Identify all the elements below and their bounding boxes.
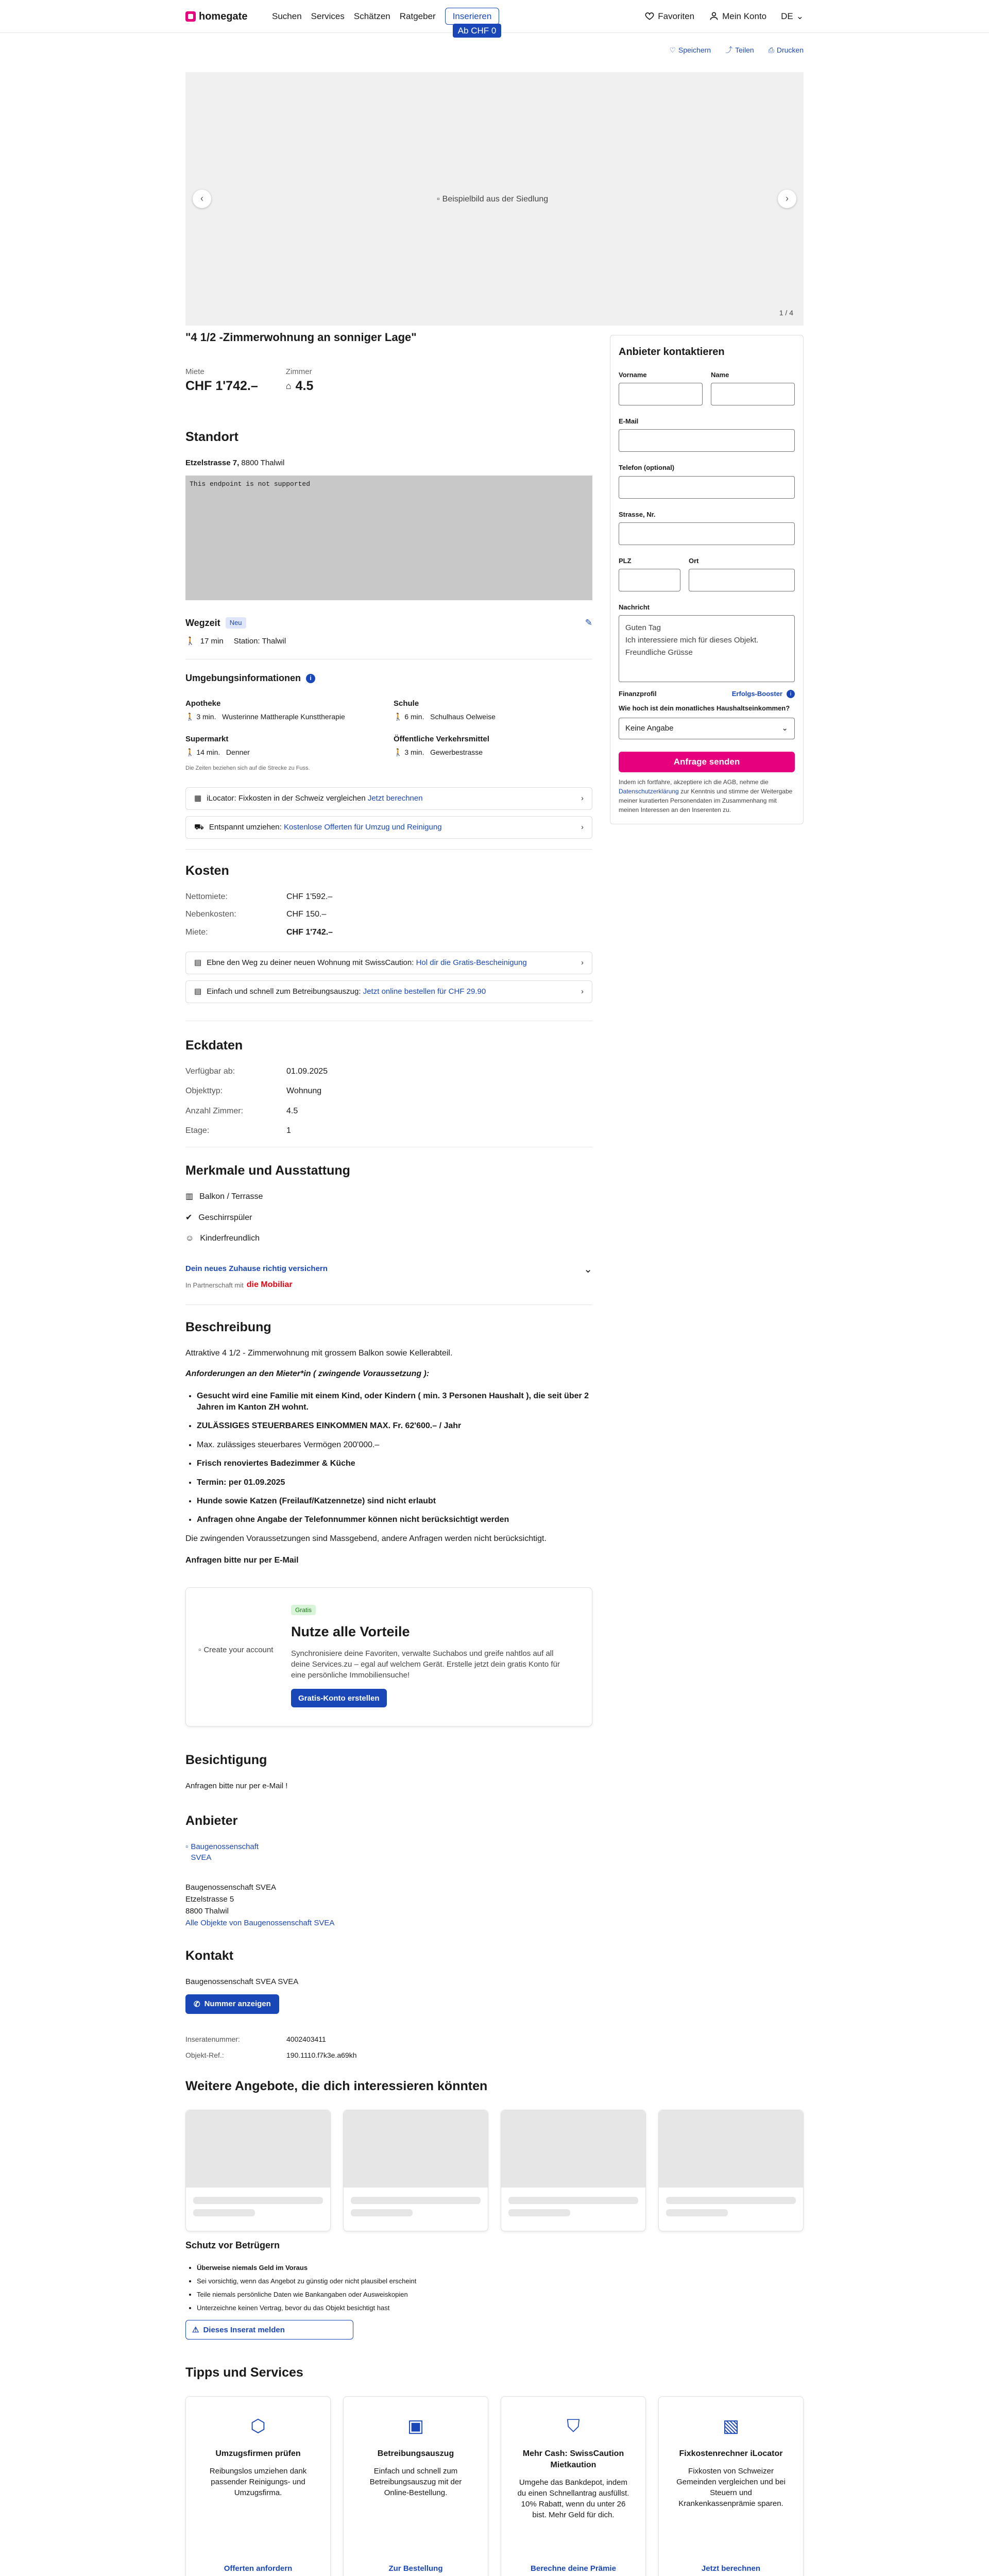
cost-value: CHF 1'742.– [286, 927, 333, 937]
fraud-item: • Sei vorsichtig, wenn das Angebot zu günstig oder nicht plausibel erscheint [197, 2275, 592, 2288]
insert-button[interactable] [445, 8, 500, 36]
promo-link[interactable]: Hol dir die Gratis-Bescheinigung [416, 958, 527, 968]
contact-heading: Kontakt [185, 1948, 234, 1963]
income-question: Wie hoch ist dein monatliches Haushaltseinkommen? [619, 704, 790, 713]
fraud-list [197, 2261, 592, 2315]
description-bullet: • ZULÄSSIGES STEUERBARES EINKOMMEN MAX. Fr. 62'600.– / Jahr [197, 1420, 592, 1432]
provider-logo[interactable] [185, 1841, 259, 1873]
email-field[interactable] [619, 429, 795, 452]
map-error-text: This endpoint is not supported [190, 480, 311, 488]
balcony-icon: ▥ [185, 1192, 194, 1201]
description-bullet: • Frisch renoviertes Badezimmer & Küche [197, 1458, 592, 1469]
print-label: Drucken [776, 46, 804, 54]
tip-text: Reibungslos umziehen dank passender Reinigungs- und Umzugsfirma. [209, 2466, 307, 2497]
insert-label: Inserieren [452, 11, 492, 21]
promo-link[interactable]: Jetzt online bestellen für CHF 29.90 [363, 987, 486, 996]
surrounding-time: 3 min. [404, 748, 424, 756]
tip-text: Einfach und schnell zum Betreibungsauszug mit der Online-Bestellung. [369, 2466, 462, 2497]
image-gallery[interactable] [185, 72, 804, 326]
tip-text: Umgehe das Bankdepot, indem du einen Schnellantrag ausfüllst. 10% Rabatt, wenn du unter 26 bist. Mehr Geld für dich. [517, 2478, 629, 2520]
surrounding-time: 3 min. [196, 713, 216, 721]
commute-destination: Station: Thalwil [233, 636, 286, 646]
detail-value: 01.09.2025 [286, 1066, 328, 1076]
description-intro: Attraktive 4 1/2 - Zimmerwohnung mit grossem Balkon sowie Kellerabteil. [185, 1348, 453, 1358]
first-name-label: Vorname [619, 371, 647, 379]
account-promo-image-alt: Create your account [203, 1645, 274, 1654]
promo-text: Ebne den Weg zu deiner neuen Wohnung mit SwissCaution: [207, 958, 414, 968]
cost-value: CHF 150.– [286, 910, 327, 919]
object-ref-value: 190.1110.f7k3e.a69kh [286, 2051, 357, 2060]
provider-heading: Anbieter [185, 1813, 238, 1828]
share-button[interactable] [725, 45, 754, 56]
promo-moving[interactable] [185, 816, 592, 839]
offer-card-skeleton [658, 2110, 804, 2231]
details-heading: Eckdaten [185, 1038, 243, 1053]
description-bullet: • Gesucht wird eine Familie mit einem Kind, oder Kindern ( min. 3 Personen Haushalt ), die seit über 2 Jahren im Kanton ZH wohnt. [197, 1391, 592, 1414]
legal-text: Indem ich fortfahre, akzeptiere ich die AGB, nehme die [619, 778, 769, 786]
report-listing-button[interactable] [185, 2320, 353, 2340]
cost-row [185, 891, 592, 903]
promo-debt-extract[interactable] [185, 980, 592, 1003]
account-promo-image [198, 1603, 281, 1710]
truck-icon: ⛟ [194, 823, 204, 832]
surroundings-grid [185, 698, 592, 757]
main-column [185, 330, 592, 2067]
more-offers-list [185, 2110, 804, 2231]
gallery-next-button[interactable] [778, 190, 796, 208]
tip-card[interactable] [658, 2396, 804, 2576]
insurance-partner-label: In Partnerschaft mit [185, 1281, 244, 1289]
insurance-link[interactable]: Dein neues Zuhause richtig versichern [185, 1264, 328, 1273]
detail-value: Wohnung [286, 1087, 322, 1096]
cost-row [185, 927, 592, 938]
gallery-prev-button[interactable] [193, 190, 211, 208]
account-promo-card [185, 1587, 592, 1726]
logo[interactable] [185, 9, 263, 24]
provider-address [185, 1882, 592, 1929]
tip-card[interactable] [343, 2396, 488, 2576]
features-heading: Merkmale und Ausstattung [185, 1163, 350, 1178]
description-email-note: Anfragen bitte nur per E-Mail [185, 1556, 299, 1565]
show-number-button[interactable] [185, 1994, 279, 2014]
legal-text: zur Kenntnis und stimme der Weitergabe meiner kuratierten Personendaten im Zusammenhang mit meinen Interessen an den Inserenten zu. [619, 787, 793, 814]
save-label: Speichern [678, 46, 711, 54]
warning-icon: ⚠ [192, 2325, 199, 2334]
cost-label: Nettomiete: [185, 892, 228, 901]
rooms-value: 4.5 [295, 378, 314, 393]
edit-icon[interactable]: ✎ [585, 618, 592, 628]
homegate-logo-icon [185, 11, 196, 22]
provider-name: Baugenossenschaft SVEA [185, 1883, 276, 1892]
account-link[interactable] [709, 10, 766, 23]
heart-icon [644, 11, 655, 21]
detail-label: Anzahl Zimmer: [185, 1106, 244, 1115]
last-name-field[interactable] [711, 383, 795, 405]
insert-badge: Ab CHF 0 [453, 24, 502, 38]
phone-field[interactable] [619, 476, 795, 499]
language-switch[interactable] [781, 10, 804, 23]
contact-form [610, 335, 804, 824]
main-nav [272, 8, 499, 36]
logo-text: homegate [199, 10, 248, 22]
chevron-right-icon: › [786, 193, 789, 204]
mobiliar-logo: die Mobiliar [246, 1280, 293, 1290]
description-requirements: Anforderungen an den Mieter*in ( zwingende Voraussetzung ): [185, 1369, 430, 1379]
description-bullet: • Anfragen ohne Angabe der Telefonnummer können nicht berücksichtigt werden [197, 1514, 592, 1526]
child-friendly-icon: ☺ [185, 1234, 194, 1243]
offer-card-skeleton [501, 2110, 646, 2231]
listing-actions [669, 45, 804, 56]
chevron-down-icon: ⌄ [781, 724, 788, 733]
new-badge: Neu [226, 617, 246, 629]
message-label: Nachricht [619, 603, 650, 611]
zip-label: PLZ [619, 556, 632, 565]
description-heading: Beschreibung [185, 1319, 271, 1334]
surrounding-time: 6 min. [404, 713, 424, 721]
street-label: Strasse, Nr. [619, 510, 656, 518]
promo-swisscaution[interactable] [185, 952, 592, 974]
heart-icon: ♡ [669, 46, 676, 54]
city-label: Ort [689, 556, 699, 565]
surrounding-category: Öffentliche Verkehrsmittel [394, 734, 489, 743]
map[interactable] [185, 476, 592, 600]
promo-text: Einfach und schnell zum Betreibungsauszug: [207, 987, 361, 996]
promo-ilocator[interactable] [185, 787, 592, 810]
commute-heading: Wegzeit [185, 617, 220, 628]
description-bullet: • Hunde sowie Katzen (Freilauf/Katzennetze) sind nicht erlaubt [197, 1496, 592, 1507]
chevron-left-icon: ‹ [200, 193, 203, 204]
report-listing-label: Dieses Inserat melden [203, 2325, 285, 2334]
show-number-label: Nummer anzeigen [204, 1999, 271, 2009]
shield-icon: ⛉ [567, 2416, 580, 2436]
gratis-badge: Gratis [291, 1605, 316, 1615]
account-promo-title: Nutze alle Vorteile [291, 1624, 410, 1640]
tip-title: Betreibungsauszug [377, 2449, 454, 2458]
description-bullet: • Max. zulässiges steuerbares Vermögen 200'000.– [197, 1439, 592, 1451]
dishwasher-icon: ✔ [185, 1213, 193, 1222]
detail-label: Etage: [185, 1126, 210, 1136]
tip-text: Fixkosten von Schweizer Gemeinden vergleichen und bei Steuern und Krankenkassenprämie sparen. [676, 2466, 786, 2508]
favorites-label: Favoriten [658, 11, 695, 21]
fraud-item: • Unterzeichne keinen Vertrag, bevor du das Objekt besichtigt hast [197, 2301, 592, 2315]
create-account-button[interactable]: Gratis-Konto erstellen [291, 1689, 387, 1707]
income-select-value: Keine Angabe [625, 724, 674, 733]
chevron-down-icon: ⌄ [796, 11, 804, 21]
description-bullets [197, 1391, 592, 1526]
tips-heading: Tipps und Services [185, 2365, 303, 2380]
detail-row [185, 1066, 592, 1077]
object-ref-row [185, 2050, 592, 2061]
address-city: 8800 Thalwil [239, 458, 285, 467]
detail-row [185, 1106, 592, 1117]
email-label: E-Mail [619, 417, 639, 426]
certificate-icon: ▣ [407, 2416, 424, 2436]
promo-text: Entspannt umziehen: [209, 823, 282, 832]
message-field[interactable]: Guten Tag Ich interessiere mich für dieses Objekt. Freundliche Grüsse [619, 615, 795, 682]
surrounding-name: Wusterinne Mattheraple Kunsttherapie [222, 713, 345, 721]
cost-value: CHF 1'592.– [286, 892, 333, 901]
surrounding-name: Schulhaus Oelweise [430, 713, 496, 721]
surrounding-item [394, 734, 589, 758]
cost-label: Miete: [185, 927, 208, 937]
tip-title: Fixkostenrechner iLocator [679, 2449, 783, 2458]
listing-title: "4 1/2 -Zimmerwohnung an sonniger Lage" [185, 331, 417, 344]
rent-value: CHF 1'742.– [185, 378, 258, 393]
nav-suchen[interactable]: Suchen [272, 11, 302, 21]
nav-ratgeber[interactable]: Ratgeber [399, 11, 436, 21]
detail-row [185, 1125, 592, 1137]
tip-link[interactable]: Offerten anfordern [224, 2564, 293, 2573]
surrounding-item [394, 698, 589, 722]
commute-time: 17 min [200, 636, 224, 646]
surroundings-note: Die Zeiten beziehen sich auf die Strecke zu Fuss. [185, 765, 310, 772]
printer-icon: ⎙ [768, 46, 774, 54]
chevron-right-icon: › [581, 958, 584, 968]
feature-item [185, 1233, 592, 1244]
surrounding-category: Schule [394, 699, 419, 708]
last-name-label: Name [711, 371, 729, 379]
financial-profile-title: Finanzprofil [619, 690, 657, 698]
calculator-icon: ▦ [194, 794, 202, 803]
object-ref-label: Objekt-Ref.: [185, 2051, 224, 2060]
fraud-heading: Schutz vor Betrügern [185, 2240, 280, 2250]
nav-schaetzen[interactable]: Schätzen [353, 11, 390, 21]
walking-icon: 🚶 [185, 713, 195, 721]
info-icon[interactable]: i [306, 674, 315, 683]
feature-item [185, 1212, 592, 1224]
feature-label: Geschirrspüler [198, 1213, 252, 1222]
surroundings-heading-row [185, 672, 592, 685]
phone-icon: ✆ [194, 1999, 200, 2009]
first-name-field[interactable] [619, 383, 703, 405]
fraud-item: • Teile niemals persönliche Daten wie Bankangaben oder Ausweiskopien [197, 2288, 592, 2301]
viewing-heading: Besichtigung [185, 1752, 267, 1767]
rooms-label: Zimmer [285, 367, 312, 376]
broken-image-icon: ▫ [437, 195, 440, 204]
walking-icon: 🚶 [185, 748, 195, 756]
chevron-right-icon: › [581, 987, 584, 996]
walking-icon: 🚶 [394, 713, 403, 721]
tip-link[interactable]: Jetzt berechnen [701, 2564, 761, 2573]
address [185, 457, 592, 468]
gallery-counter: 1 / 4 [779, 309, 793, 317]
provider-city: 8800 Thalwil [185, 1907, 229, 1916]
site-header [0, 0, 989, 36]
zip-field[interactable] [619, 569, 680, 591]
description-bullet: • Termin: per 01.09.2025 [197, 1477, 592, 1488]
promo-link[interactable]: Jetzt berechnen [367, 794, 423, 803]
language-label: DE [781, 11, 793, 21]
send-inquiry-button[interactable]: Anfrage senden [619, 752, 795, 772]
tip-link[interactable]: Berechne deine Prämie [531, 2564, 616, 2573]
info-icon[interactable]: i [787, 690, 795, 698]
print-button[interactable] [769, 45, 804, 56]
surrounding-time: 14 min. [196, 748, 220, 756]
gallery-image-alt: Beispielbild aus der Siedlung [442, 195, 549, 204]
commute-heading-row [185, 617, 592, 630]
gallery-image [437, 194, 548, 205]
moving-box-icon: ⬡ [250, 2416, 266, 2436]
detail-row [185, 1086, 592, 1097]
account-promo-text: Synchronisiere deine Favoriten, verwalte Suchabos und greife nahtlos auf all deine Services.zu – egal auf welchem Gerät. Erstelle jetzt dein gratis Konto für eine persönliche Immobiliensuche! [291, 1649, 560, 1680]
tips-section [185, 2364, 804, 2576]
phone-label: Telefon (optional) [619, 464, 675, 472]
detail-label: Verfügbar ab: [185, 1066, 235, 1076]
surrounding-item [185, 698, 394, 722]
income-select[interactable] [619, 718, 795, 739]
favorites-link[interactable] [644, 10, 694, 23]
map-icon: ▧ [722, 2416, 740, 2436]
save-button[interactable] [669, 45, 711, 56]
tip-link[interactable]: Zur Bestellung [388, 2564, 443, 2573]
broken-image-icon: ▫ [185, 1842, 189, 1851]
fraud-item: • Überweise niemals Geld im Voraus [197, 2261, 592, 2275]
privacy-link[interactable]: Datenschutzerklärung [619, 787, 679, 795]
chevron-right-icon: › [581, 794, 584, 803]
insurance-block[interactable] [185, 1262, 592, 1291]
feature-label: Balkon / Terrasse [199, 1192, 263, 1201]
location-heading: Standort [185, 429, 238, 444]
provider-logo-alt: Baugenossenschaft SVEA [191, 1842, 259, 1862]
surroundings-heading: Umgebungsinformationen [185, 672, 301, 683]
offer-card-skeleton [185, 2110, 331, 2231]
cost-label: Nebenkosten: [185, 910, 236, 919]
city-field[interactable] [689, 569, 795, 591]
tip-card[interactable] [501, 2396, 646, 2576]
surrounding-name: Denner [226, 748, 250, 756]
surrounding-category: Apotheke [185, 699, 221, 708]
tip-card[interactable] [185, 2396, 331, 2576]
tip-title: Umzugsfirmen prüfen [215, 2449, 301, 2458]
description-note: Die zwingenden Voraussetzungen sind Massgebend, andere Anfragen werden nicht berücksichtigt. [185, 1534, 547, 1543]
walking-icon: 🚶 [185, 636, 195, 646]
chevron-down-icon[interactable]: ⌄ [584, 1263, 592, 1275]
key-facts [185, 366, 592, 395]
document-icon: ▤ [194, 958, 202, 968]
share-icon: ⤴ [725, 46, 733, 54]
offer-card-skeleton [343, 2110, 488, 2231]
provider-street: Etzelstrasse 5 [185, 1894, 234, 1904]
promo-link[interactable]: Kostenlose Offerten für Umzug und Reinigung [283, 823, 442, 832]
contact-name: Baugenossenschaft SVEA SVEA [185, 1977, 299, 1986]
rent-label: Miete [185, 367, 204, 376]
more-offers-section [185, 2077, 804, 2231]
viewing-text: Anfragen bitte nur per e-Mail ! [185, 1781, 288, 1790]
contact-form-title: Anbieter kontaktieren [619, 346, 725, 358]
legal-consent [619, 777, 795, 815]
share-label: Teilen [735, 46, 754, 54]
document-icon: ▤ [194, 987, 202, 996]
fraud-section [185, 2239, 592, 2340]
walking-icon: 🚶 [394, 748, 403, 756]
ad-number-row [185, 2035, 592, 2045]
detail-label: Objekttyp: [185, 1087, 223, 1096]
more-offers-heading: Weitere Angebote, die dich interessieren könnten [185, 2079, 488, 2093]
promo-text: iLocator: Fixkosten in der Schweiz vergleichen [207, 794, 366, 803]
surrounding-category: Supermarkt [185, 734, 229, 743]
broken-image-icon: ▫ [198, 1645, 201, 1654]
address-street: Etzelstrasse 7, [185, 458, 240, 467]
success-booster-link[interactable]: Erfolgs-Booster [731, 690, 782, 698]
detail-value: 1 [286, 1126, 291, 1136]
user-icon [709, 11, 719, 21]
account-label: Mein Konto [722, 11, 767, 21]
detail-value: 4.5 [286, 1106, 298, 1115]
rooms-icon: ⌂ [285, 380, 292, 391]
ad-number-value: 4002403411 [286, 2035, 326, 2043]
cost-row [185, 909, 592, 920]
feature-label: Kinderfreundlich [200, 1234, 260, 1243]
costs-heading: Kosten [185, 863, 229, 878]
ad-number-label: Inseratenummer: [185, 2035, 240, 2043]
surrounding-name: Gewerbestrasse [430, 748, 483, 756]
street-field[interactable] [619, 522, 795, 545]
commute-info [185, 636, 592, 647]
chevron-right-icon: › [581, 823, 584, 832]
provider-all-objects-link[interactable]: Alle Objekte von Baugenossenschaft SVEA [185, 1919, 335, 1928]
feature-item [185, 1191, 592, 1202]
surrounding-item [185, 734, 394, 758]
tip-title: Mehr Cash: SwissCaution Mietkaution [522, 2449, 624, 2469]
nav-services[interactable]: Services [311, 11, 345, 21]
